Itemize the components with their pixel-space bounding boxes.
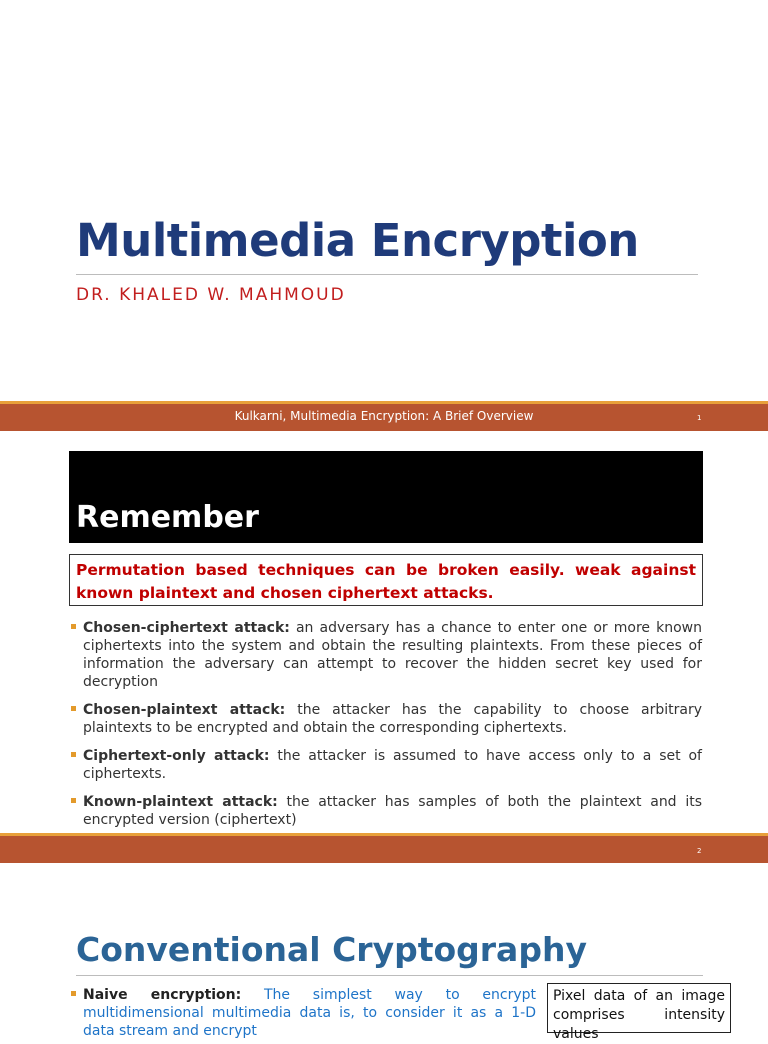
naive-encryption-bullet (70, 986, 536, 1040)
list-item (70, 793, 702, 829)
title-divider (76, 274, 698, 275)
slide3-title: Conventional Cryptography (76, 930, 587, 969)
bullet-label: Known-plaintext attack: (83, 794, 278, 810)
highlight-box (69, 554, 703, 606)
bullet-label: Chosen-plaintext attack: (83, 702, 286, 718)
bullet-text: The simplest way to encrypt multidimensional multimedia data is, to consider it as a 1-D data stream and encrypt (83, 987, 536, 1039)
list-item (70, 701, 702, 737)
bullet-label: Chosen-ciphertext attack: (83, 620, 290, 636)
bullet-text: an adversary has a chance to enter one or more known ciphertexts into the system and obtain the resulting plaintexts. From these pieces of information the adversary can attempt to recover the hidden secret key used for decryption (83, 620, 702, 690)
highlight-text: Permutation based techniques can be broken easily. weak against known plaintext and chosen ciphertext attacks. (76, 561, 696, 602)
slide2-title: Remember (76, 500, 259, 535)
slide1-author: DR. KHALED W. MAHMOUD (76, 285, 346, 305)
bullet-label: Naive encryption: (83, 987, 242, 1003)
attack-bullet-list (70, 619, 702, 839)
list-item (70, 986, 536, 1040)
slide2-page-number: 2 (697, 847, 702, 855)
bullet-label: Ciphertext-only attack: (83, 748, 270, 764)
slide1-title: Multimedia Encryption (76, 214, 639, 267)
list-item (70, 747, 702, 783)
slide1-footer-text: Kulkarni, Multimedia Encryption: A Brief Overview (234, 409, 534, 423)
bullet-text: the attacker has samples of both the plaintext and its encrypted version (ciphertext) (83, 794, 702, 828)
slide3-title-divider (76, 975, 703, 976)
slide2-footer-band (0, 833, 768, 863)
pixel-data-callout: Pixel data of an image comprises intensity values (547, 983, 731, 1033)
bullet-text: the attacker has the capability to choose arbitrary plaintexts to be encrypted and obtain the corresponding ciphertexts. (83, 702, 702, 736)
slide1-page-number: 1 (697, 414, 702, 422)
list-item (70, 619, 702, 691)
bullet-text: the attacker is assumed to have access only to a set of ciphertexts. (83, 748, 702, 782)
